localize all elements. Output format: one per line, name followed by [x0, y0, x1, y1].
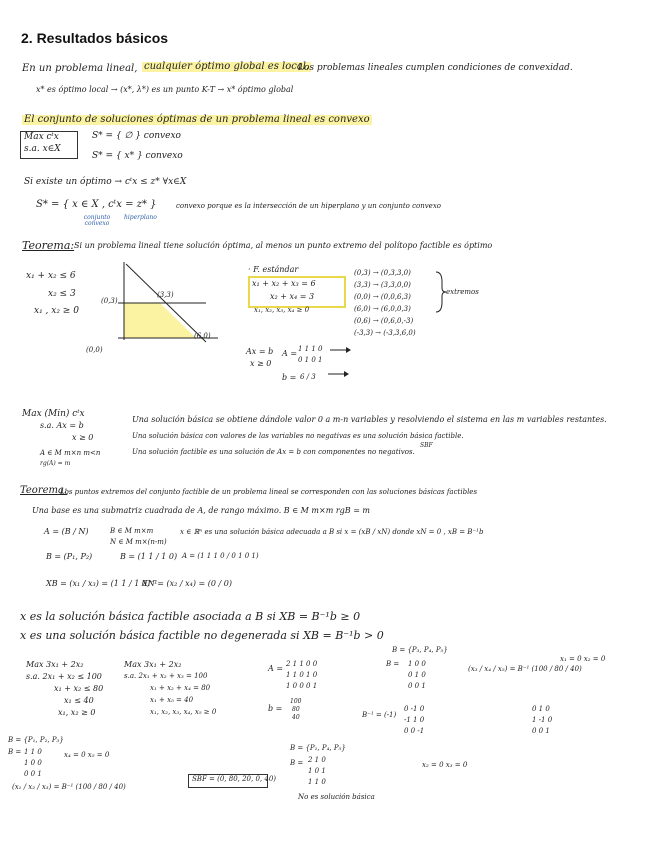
std-3: x₁, x₂, x₃, x₄ ≥ 0 — [254, 306, 310, 314]
b3-row3: 1 1 0 — [308, 778, 326, 786]
map-3: (0,0) → (0,0,6,3) — [354, 293, 411, 301]
si-existe: Si existe un óptimo → cᵗx ≤ z* ∀x∈X — [24, 177, 187, 187]
n-in: N ∈ M m×(n-m) — [110, 538, 167, 546]
std-1: x₁ + x₂ + x₃ = 6 — [252, 279, 316, 288]
intro-line1a: En un problema lineal, — [22, 63, 138, 74]
a-row2: 0 1 0 1 — [298, 356, 323, 364]
binv-row2: -1 1 0 — [404, 716, 425, 724]
ex-d2: x₁ + x₂ + x₄ = 80 — [150, 684, 211, 692]
ex-sa1: s.a. 2x₁ + x₂ ≤ 100 — [26, 672, 102, 681]
constraint-1: x₁ + x₂ ≤ 6 — [26, 271, 76, 281]
base-def: Una base es una submatriz cuadrada de A, de rango máximo. B ∈ M m×m rgB = m — [32, 506, 371, 515]
a-mat: A = (1 1 1 0 / 0 1 0 1) — [182, 552, 259, 560]
teorema1-text: Si un problema lineal tiene solución óptima, al menos un punto extremo del polítopo factible es óptimo — [74, 241, 493, 250]
label-00: (0,0) — [86, 346, 103, 354]
ex-b-2: 80 — [292, 706, 300, 713]
b-p3p4p5: B = {P₃, P₄, P₅} — [392, 646, 448, 654]
map-4: (6,0) → (6,0,0,3) — [354, 305, 411, 313]
ex-max1: Max 3x₁ + 2x₂ — [26, 660, 84, 669]
a-label: A = — [282, 349, 298, 358]
b3-row1: 2 1 0 — [308, 756, 326, 764]
b-in: B ∈ M m×m — [110, 527, 154, 535]
binv-res-row2: 1 -1 0 — [532, 716, 553, 724]
x1x2x5-eq: (x₁ / x₂ / x₃) = B⁻¹ (100 / 80 / 40) — [12, 783, 126, 791]
identity-row1: 1 0 0 — [408, 660, 426, 668]
ex-a-row2: 1 1 0 1 0 — [286, 671, 318, 679]
binv-row1: 0 -1 0 — [404, 705, 425, 713]
b-label: b = — [282, 373, 297, 382]
ex-sa2: s.a. 2x₁ + x₂ + x₃ = 100 — [124, 672, 208, 680]
map-2: (3,3) → (3,3,0,0) — [354, 281, 411, 289]
ex-b-1: 100 — [290, 698, 302, 705]
x1x2-zero: x₁ = 0 x₂ = 0 — [560, 655, 606, 663]
b2-row3: 0 0 1 — [24, 770, 42, 778]
xn-eq: XN = (x₂ / x₄) = (0 / 0) — [142, 579, 232, 588]
x-ge-0: x ≥ 0 — [250, 359, 272, 368]
ex-c2: x₁ + x₂ ≤ 80 — [54, 684, 104, 693]
b2-row1: 1 1 0 — [24, 748, 42, 756]
teorema2-title: Teorema: — [20, 485, 68, 496]
b2-label: B = — [8, 748, 22, 756]
xb-eq: XB = (x₁ / x₃) = (1 1 / 1 0)⁻¹ — [46, 579, 158, 588]
sbf-label: SBF — [420, 442, 433, 449]
constraint-2: x₂ ≤ 3 — [48, 289, 76, 299]
intro-line2: x* es óptimo local → (x*, λ*) es un punto K-T → x* óptimo global — [36, 85, 294, 94]
basica-sa: s.a. Ax = b — [40, 421, 84, 430]
constraint-3: x₁ , x₂ ≥ 0 — [34, 306, 79, 316]
def-basica: Una solución básica se obtiene dándole valor 0 a m-n variables y resolviendo el sistema en las m variables restantes. — [132, 415, 607, 424]
ex-d4: x₁, x₂, x₃, x₄, x₅ ≥ 0 — [150, 708, 217, 716]
extremos-label: extremos — [446, 288, 479, 296]
box-line1: Max cᵗx — [24, 132, 59, 142]
basica-amat: A ∈ M m×n m<n — [40, 449, 101, 457]
f-estandar: · F. estándar — [248, 265, 299, 274]
teorema1-title: Teorema: — [22, 239, 75, 252]
map-6: (-3,3) → (-3,3,6,0) — [354, 329, 416, 337]
convex-title: El conjunto de soluciones óptimas de un problema lineal es convexo — [24, 114, 370, 125]
binv-res-row3: 0 0 1 — [532, 727, 550, 735]
binv-label: B⁻¹ = (-1) — [362, 711, 397, 719]
def-factible: Una solución factible es una solución de Ax = b con componentes no negativos. — [132, 448, 415, 456]
s-set-note: convexo porque es la intersección de un hiperplano y un conjunto convexo — [176, 202, 441, 210]
label-03: (0,3) — [101, 297, 118, 305]
box-line2: s.a. x∈X — [24, 144, 61, 154]
basica-max: Max (Min) cᵗx — [22, 409, 85, 419]
identity-row2: 0 1 0 — [408, 671, 426, 679]
basica-xge0: x ≥ 0 — [72, 433, 94, 442]
sbf-result: SBF = (0, 80, 20, 0, 40) — [192, 775, 277, 783]
feasible-region — [124, 303, 196, 338]
x3x4x5-eq: (x₃ / x₄ / x₅) = B⁻¹ (100 / 80 / 40) — [468, 665, 582, 673]
label-hiperplano: hiperplano — [124, 214, 157, 221]
label-60: (6,0) — [194, 332, 211, 340]
label-conjunto: conjunto convexo — [83, 214, 111, 227]
b-vec: 6 / 3 — [300, 373, 316, 381]
teorema2-text: Los puntos extremos del conjunto factible de un problema lineal se corresponden con las soluciones básicas factibles — [60, 488, 478, 496]
x4x5-zero: x₄ = 0 x₅ = 0 — [64, 751, 110, 759]
a-row1: 1 1 1 0 — [298, 345, 323, 353]
s-point: S* = { x* } convexo — [92, 151, 183, 161]
identity-row3: 0 0 1 — [408, 682, 426, 690]
b-p1p4p5: B = {P₁, P₄, P₅} — [290, 744, 346, 752]
identity-label: B = — [386, 660, 400, 668]
label-33: (3,3) — [157, 291, 174, 299]
ex-a-label: A = — [268, 664, 284, 673]
b-mat: B = (1 1 / 1 0) — [120, 552, 178, 561]
b2-row2: 1 0 0 — [24, 759, 42, 767]
intro-line1b: Los problemas lineales cumplen condiciones de convexidad. — [298, 63, 573, 73]
ex-a-row1: 2 1 1 0 0 — [286, 660, 318, 668]
x-in: x ∈ ℝⁿ es una solución básica adecuada a B si x = (xB / xN) donde xN = 0 , xB = B⁻¹b — [180, 528, 484, 536]
s-set: S* = { x ∈ X , cᵗx = z* } — [36, 199, 157, 210]
s-empty: S* = { ∅ } convexo — [92, 131, 181, 141]
b-p1p2p3: B = {P₁, P₂, P₃} — [8, 736, 64, 744]
b3-row2: 1 0 1 — [308, 767, 326, 775]
std-2: x₂ + x₄ = 3 — [270, 292, 315, 301]
ex-c3: x₁ ≤ 40 — [64, 696, 94, 705]
basica-rg: rg(A) = m — [40, 460, 71, 467]
sbf-nodeg-statement: x es una solución básica factible no degenerada si XB = B⁻¹b > 0 — [20, 629, 384, 642]
def-basica-factible: Una solución básica con valores de las variables no negativas es una solución básica factible. — [132, 432, 464, 440]
page-title: 2. Resultados básicos — [21, 30, 169, 46]
no-basica: No es solución básica — [298, 793, 375, 801]
axb: Ax = b — [246, 347, 274, 356]
ex-c4: x₁, x₂ ≥ 0 — [58, 708, 96, 717]
intro-line1-highlight: cualquier óptimo global es local. — [144, 61, 310, 72]
ex-d3: x₁ + x₅ = 40 — [150, 696, 194, 704]
ex-a-row3: 1 0 0 0 1 — [286, 682, 318, 690]
binv-res-row1: 0 1 0 — [532, 705, 550, 713]
map-1: (0,3) → (0,3,3,0) — [354, 269, 411, 277]
binv-row3: 0 0 -1 — [404, 727, 425, 735]
sbf-statement: x es la solución básica factible asociada a B si XB = B⁻¹b ≥ 0 — [20, 610, 361, 623]
map-5: (0,6) → (0,6,0,-3) — [354, 317, 414, 325]
a-bn: A = (B / N) — [44, 527, 89, 536]
b3-label: B = — [290, 759, 304, 767]
x2x3-zero: x₂ = 0 x₃ = 0 — [422, 761, 468, 769]
ex-b-3: 40 — [292, 714, 300, 721]
ex-max2: Max 3x₁ + 2x₂ — [124, 660, 182, 669]
ex-b-label: b = — [268, 704, 283, 713]
b-p1p2: B = (P₁, P₂) — [46, 552, 93, 561]
